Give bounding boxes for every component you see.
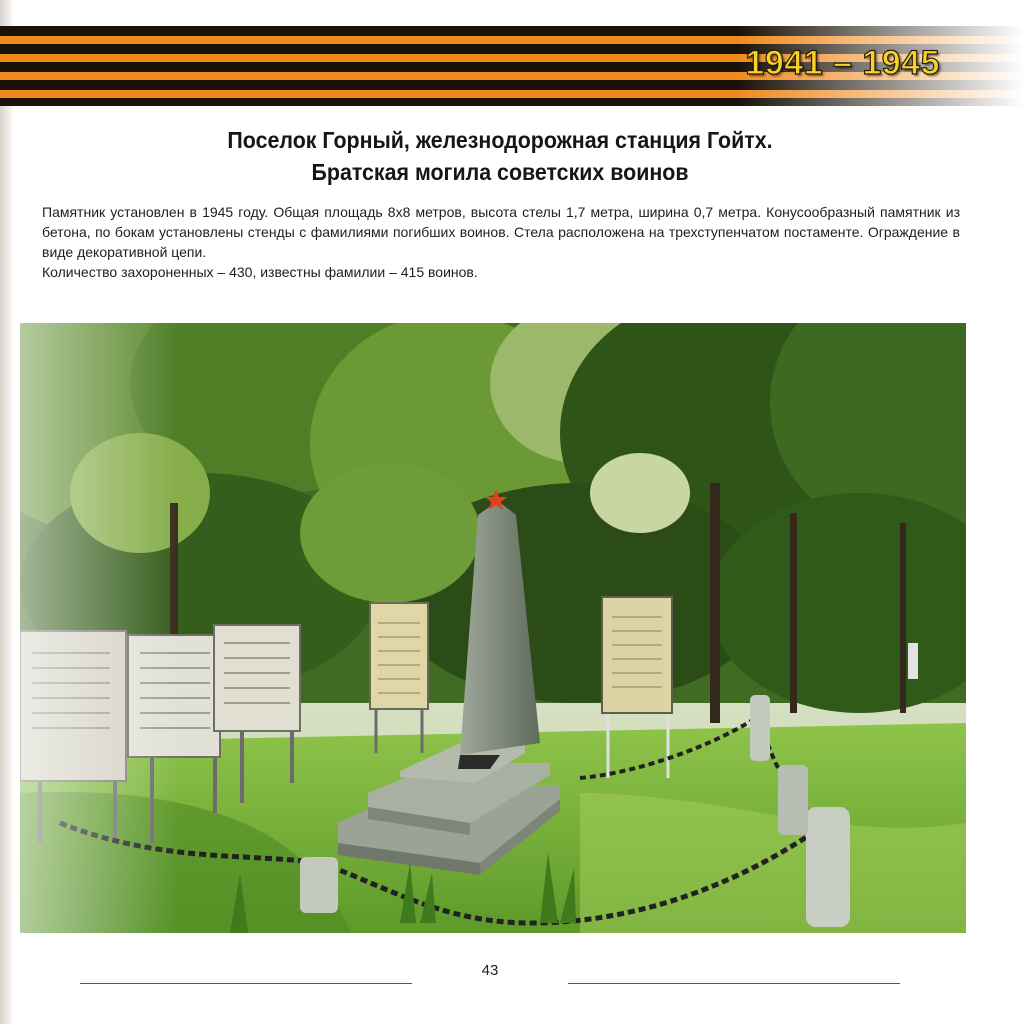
description — [42, 202, 960, 282]
years-label: 1941 – 1945 — [745, 44, 940, 82]
page-title — [35, 124, 965, 188]
description-paragraph-1: Памятник установлен в 1945 году. Общая площадь 8х8 метров, высота стелы 1,7 метра, ширина 0,7 метра. Конусообразный памятник из бетона, по бокам установлены стенды с фамилиями погибших воинов. Стела расположена на трехступенчатом постаменте. Ограждение в виде декоративной цепи. — [42, 204, 960, 260]
memorial-photo-image — [20, 323, 966, 933]
title-line-2: Братская могила советских воинов — [311, 159, 689, 185]
page-number: 43 — [481, 962, 499, 979]
description-paragraph-2: Количество захороненных – 430, известны фамилии – 415 воинов. — [42, 264, 478, 280]
page-edge — [0, 0, 14, 1024]
footer-rule-left — [80, 983, 412, 984]
memorial-photo — [20, 323, 966, 933]
title-line-1: Поселок Горный, железнодорожная станция Гойтх. — [227, 127, 773, 153]
footer-rule-right — [568, 983, 900, 984]
